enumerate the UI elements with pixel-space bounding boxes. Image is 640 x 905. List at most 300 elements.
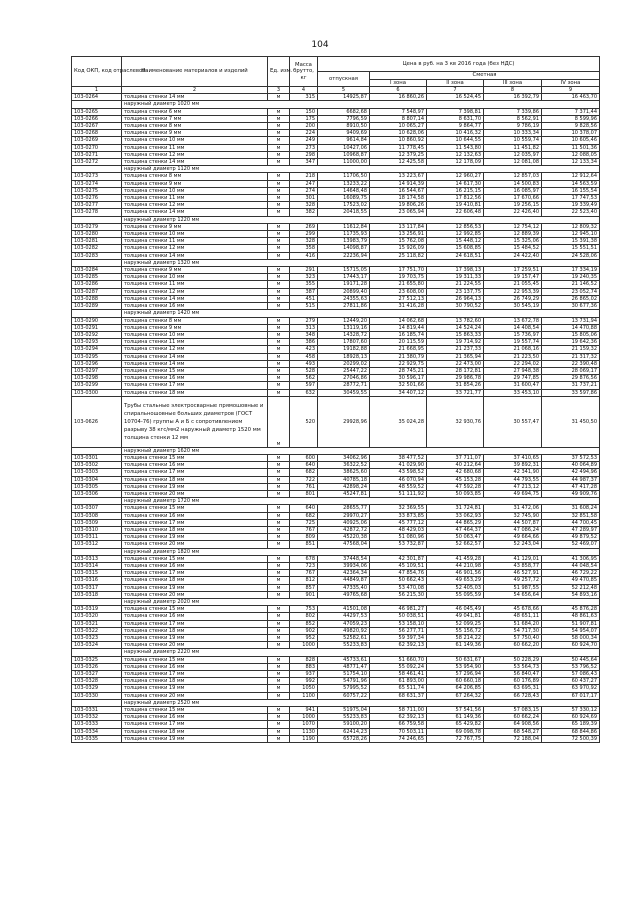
- price-zone-2: 69 098,78: [427, 728, 484, 735]
- item-code: 103-0299: [72, 382, 122, 389]
- table-row: [72, 469, 600, 476]
- item-name: толщина стенки 14 мм: [122, 353, 268, 360]
- price-zone-4: 9 828,56: [542, 123, 600, 130]
- price-release: 15715,05: [318, 267, 370, 274]
- price-zone-3: 8 562,91: [484, 115, 542, 122]
- item-code: 103-0294: [72, 346, 122, 353]
- price-zone-3: 33 453,10: [484, 389, 542, 396]
- table-row: [72, 245, 600, 252]
- price-zone-2: 15 448,12: [427, 238, 484, 245]
- price-release: 29970,27: [318, 512, 370, 519]
- price-zone-3: 16 085,97: [484, 187, 542, 194]
- item-mass: 767: [290, 570, 318, 577]
- price-zone-2: 10 644,55: [427, 137, 484, 144]
- price-release: 37448,54: [318, 555, 370, 562]
- price-release: 27046,86: [318, 375, 370, 382]
- item-unit: м: [268, 735, 290, 742]
- col-num: 5: [318, 87, 370, 94]
- item-code: 103-0290: [72, 317, 122, 324]
- price-release: 19171,28: [318, 281, 370, 288]
- empty-cell: [72, 259, 122, 266]
- price-release: 55233,83: [318, 714, 370, 721]
- item-unit: м: [268, 367, 290, 374]
- price-zone-2: 55 156,72: [427, 627, 484, 634]
- table-row: [72, 295, 600, 302]
- item-code: 103-0329: [72, 685, 122, 692]
- price-zone-1: 25 118,82: [370, 252, 427, 259]
- price-zone-3: 10 559,74: [484, 137, 542, 144]
- price-zone-2: 50 063,47: [427, 534, 484, 541]
- table-row: [72, 685, 600, 692]
- price-zone-3: 26 749,29: [484, 295, 542, 302]
- price-zone-3: 22 953,39: [484, 288, 542, 295]
- item-mass: 1130: [290, 728, 318, 735]
- price-zone-3: 57 083,15: [484, 707, 542, 714]
- price-zone-3: 49 664,66: [484, 534, 542, 541]
- price-zone-2: 45 153,28: [427, 476, 484, 483]
- item-code: 103-0275: [72, 187, 122, 194]
- price-release: 45220,38: [318, 534, 370, 541]
- price-zone-2: 24 618,51: [427, 252, 484, 259]
- price-zone-3: 39 892,31: [484, 462, 542, 469]
- item-name: толщина стенки 10 мм: [122, 231, 268, 238]
- price-release: 17523,02: [318, 202, 370, 209]
- item-unit: м: [268, 274, 290, 281]
- section-label: наружный диаметр 2520 мм: [122, 699, 600, 706]
- item-mass: 902: [290, 627, 318, 634]
- price-zone-2: 52 099,25: [427, 620, 484, 627]
- table-row: [72, 130, 600, 137]
- price-zone-3: 66 728,43: [484, 692, 542, 699]
- item-unit: м: [268, 663, 290, 670]
- table-row: [72, 642, 600, 649]
- item-unit: м: [268, 375, 290, 382]
- price-zone-1: 13 223,67: [370, 173, 427, 180]
- item-code: 103-0289: [72, 303, 122, 310]
- item-mass: 382: [290, 209, 318, 216]
- empty-cell: [72, 498, 122, 505]
- price-release: 60757,22: [318, 692, 370, 699]
- price-release: 14098,87: [318, 245, 370, 252]
- item-unit: м: [268, 692, 290, 699]
- item-mass: 851: [290, 541, 318, 548]
- item-code: 103-0291: [72, 324, 122, 331]
- item-unit: м: [268, 483, 290, 490]
- empty-cell: [72, 166, 122, 173]
- item-code: 103-0272: [72, 159, 122, 166]
- item-mass: 852: [290, 620, 318, 627]
- price-zone-4: 21 159,32: [542, 346, 600, 353]
- price-zone-3: 51 987,55: [484, 584, 542, 591]
- item-name: толщина стенки 19 мм: [122, 534, 268, 541]
- price-zone-4: 28 069,17: [542, 367, 600, 374]
- item-mass: 883: [290, 663, 318, 670]
- table-row: [72, 656, 600, 663]
- price-zone-3: 72 188,04: [484, 735, 542, 742]
- price-zone-3: 49 694,75: [484, 490, 542, 497]
- price-zone-4: 15 551,51: [542, 245, 600, 252]
- item-name: толщина стенки 20 мм: [122, 490, 268, 497]
- price-zone-3: 10 333,34: [484, 130, 542, 137]
- price-release: 39934,06: [318, 562, 370, 569]
- price-zone-4: 54 893,16: [542, 591, 600, 598]
- item-code: 103-0311: [72, 534, 122, 541]
- section-label: наружный диаметр 1120 мм: [122, 166, 600, 173]
- price-zone-2: 12 992,85: [427, 231, 484, 238]
- price-zone-4: 10 605,46: [542, 137, 600, 144]
- table-row: [72, 238, 600, 245]
- price-zone-3: 31 600,47: [484, 382, 542, 389]
- table-row: [72, 570, 600, 577]
- item-name: толщина стенки 15 мм: [122, 656, 268, 663]
- price-zone-1: 70 503,11: [370, 728, 427, 735]
- price-zone-1: 32 369,55: [370, 505, 427, 512]
- price-zone-2: 67 264,32: [427, 692, 484, 699]
- item-unit: м: [268, 490, 290, 497]
- price-zone-2: 60 660,18: [427, 678, 484, 685]
- price-zone-4: 72 500,39: [542, 735, 600, 742]
- price-zone-3: 22 294,02: [484, 360, 542, 367]
- item-name: толщина стенки 14 мм: [122, 94, 268, 101]
- price-zone-3: 19 256,15: [484, 202, 542, 209]
- item-unit: м: [268, 346, 290, 353]
- price-zone-2: 46 045,49: [427, 606, 484, 613]
- item-unit: м: [268, 331, 290, 338]
- price-zone-3: 44 793,55: [484, 476, 542, 483]
- item-code: 103-0286: [72, 281, 122, 288]
- table-row: [72, 613, 600, 620]
- item-unit: м: [268, 627, 290, 634]
- price-zone-4: 54 954,07: [542, 627, 600, 634]
- item-name: толщина стенки 8 мм: [122, 317, 268, 324]
- price-zone-3: 48 651,11: [484, 613, 542, 620]
- price-zone-2: 8 631,70: [427, 115, 484, 122]
- item-mass: 218: [290, 173, 318, 180]
- item-name: толщина стенки 17 мм: [122, 620, 268, 627]
- item-unit: м: [268, 685, 290, 692]
- item-name: толщина стенки 16 мм: [122, 512, 268, 519]
- item-name: толщина стенки 9 мм: [122, 130, 268, 137]
- price-release: 14648,48: [318, 187, 370, 194]
- item-mass: 1070: [290, 721, 318, 728]
- price-zone-1: 41 029,90: [370, 462, 427, 469]
- item-code: 103-0270: [72, 144, 122, 151]
- item-mass: 1190: [290, 735, 318, 742]
- table-row: [72, 671, 600, 678]
- price-release: 42364,34: [318, 570, 370, 577]
- empty-cell: [72, 649, 122, 656]
- section-row: [72, 447, 600, 454]
- price-zone-4: 14 563,59: [542, 180, 600, 187]
- item-code: 103-0282: [72, 245, 122, 252]
- item-unit: м: [268, 562, 290, 569]
- price-zone-4: 60 924,69: [542, 714, 600, 721]
- item-code: 103-0330: [72, 692, 122, 699]
- item-unit: м: [268, 252, 290, 259]
- price-zone-1: 51 080,96: [370, 534, 427, 541]
- price-release: 34062,96: [318, 454, 370, 461]
- price-zone-2: 40 212,64: [427, 462, 484, 469]
- item-name: толщина стенки 16 мм: [122, 613, 268, 620]
- price-zone-3: 51 684,20: [484, 620, 542, 627]
- price-zone-3: 43 858,77: [484, 562, 542, 569]
- section-row: [72, 699, 600, 706]
- header-name: Наименование материалов и изделий: [122, 57, 268, 87]
- item-unit: м: [268, 245, 290, 252]
- price-zone-3: 46 527,91: [484, 570, 542, 577]
- item-name: толщина стенки 12 мм: [122, 346, 268, 353]
- item-mass: 678: [290, 555, 318, 562]
- item-unit: м: [268, 353, 290, 360]
- price-zone-2: 21 237,33: [427, 346, 484, 353]
- item-mass: 901: [290, 591, 318, 598]
- item-name: толщина стенки 15 мм: [122, 454, 268, 461]
- price-zone-3: 15 736,97: [484, 331, 542, 338]
- item-mass: 249: [290, 137, 318, 144]
- item-name: толщина стенки 16 мм: [122, 375, 268, 382]
- item-name: толщина стенки 18 мм: [122, 678, 268, 685]
- item-mass: 632: [290, 389, 318, 396]
- price-zone-2: 17 812,56: [427, 195, 484, 202]
- price-zone-4: 12 945,10: [542, 231, 600, 238]
- price-zone-1: 21 655,80: [370, 281, 427, 288]
- section-row: [72, 216, 600, 223]
- item-code: 103-0331: [72, 707, 122, 714]
- price-zone-4: 53 796,52: [542, 663, 600, 670]
- price-release: 49820,92: [318, 627, 370, 634]
- item-unit: м: [268, 519, 290, 526]
- price-zone-3: 29 747,85: [484, 375, 542, 382]
- price-zone-1: 48 559,52: [370, 483, 427, 490]
- item-unit: м: [268, 187, 290, 194]
- section-row: [72, 259, 600, 266]
- item-mass: 313: [290, 324, 318, 331]
- price-zone-3: 45 678,66: [484, 606, 542, 613]
- item-mass: 520: [290, 396, 318, 447]
- section-label: наружный диаметр 1420 мм: [122, 310, 600, 317]
- price-zone-1: 14 914,39: [370, 180, 427, 187]
- price-zone-2: 61 149,36: [427, 714, 484, 721]
- price-zone-3: 57 750,40: [484, 635, 542, 642]
- item-mass: 812: [290, 577, 318, 584]
- col-num: 1: [72, 87, 122, 94]
- table-row: [72, 123, 600, 130]
- item-code: 103-0271: [72, 151, 122, 158]
- price-zone-1: 68 631,37: [370, 692, 427, 699]
- table-row: [72, 108, 600, 115]
- table-row: [72, 339, 600, 346]
- item-name: толщина стенки 20 мм: [122, 541, 268, 548]
- table-row: [72, 483, 600, 490]
- item-name: толщина стенки 16 мм: [122, 663, 268, 670]
- table-row: [72, 382, 600, 389]
- item-name: толщина стенки 20 мм: [122, 591, 268, 598]
- table-row: [72, 360, 600, 367]
- item-unit: м: [268, 288, 290, 295]
- price-zone-2: 21 224,55: [427, 281, 484, 288]
- price-zone-1: 56 215,30: [370, 591, 427, 598]
- price-zone-3: 41 129,01: [484, 555, 542, 562]
- item-unit: м: [268, 339, 290, 346]
- item-mass: 801: [290, 490, 318, 497]
- price-release: 11612,84: [318, 223, 370, 230]
- item-unit: м: [268, 721, 290, 728]
- item-unit: м: [268, 151, 290, 158]
- column-number-row: [72, 87, 600, 94]
- item-name: толщина стенки 12 мм: [122, 245, 268, 252]
- price-zone-2: 64 206,85: [427, 685, 484, 692]
- item-name: толщина стенки 10 мм: [122, 331, 268, 338]
- price-zone-1: 38 477,52: [370, 454, 427, 461]
- item-mass: 279: [290, 317, 318, 324]
- table-row: [72, 721, 600, 728]
- item-unit: м: [268, 534, 290, 541]
- price-zone-2: 55 095,59: [427, 591, 484, 598]
- item-mass: 723: [290, 562, 318, 569]
- header-code: Код ОКП, код отраслевой: [72, 57, 122, 87]
- item-unit: м: [268, 526, 290, 533]
- item-mass: 515: [290, 303, 318, 310]
- empty-cell: [72, 447, 122, 454]
- table-row: [72, 94, 600, 101]
- table-row: [72, 346, 600, 353]
- item-unit: м: [268, 231, 290, 238]
- price-zone-2: 19 714,92: [427, 339, 484, 346]
- item-mass: 273: [290, 144, 318, 151]
- price-zone-1: 34 407,12: [370, 389, 427, 396]
- price-zone-2: 33 062,93: [427, 512, 484, 519]
- item-name: толщина стенки 15 мм: [122, 555, 268, 562]
- price-zone-4: 44 987,37: [542, 476, 600, 483]
- price-zone-1: 10 860,92: [370, 137, 427, 144]
- item-code: 103-0298: [72, 375, 122, 382]
- col-num: 9: [542, 87, 600, 94]
- item-unit: м: [268, 606, 290, 613]
- price-release: 45733,61: [318, 656, 370, 663]
- item-code: 103-0297: [72, 367, 122, 374]
- price-zone-1: 11 778,45: [370, 144, 427, 151]
- item-name: толщина стенки 19 мм: [122, 483, 268, 490]
- item-code: 103-0293: [72, 339, 122, 346]
- item-mass: 291: [290, 267, 318, 274]
- price-zone-1: 31 416,28: [370, 303, 427, 310]
- price-zone-1: 53 470,08: [370, 584, 427, 591]
- item-code: 103-0300: [72, 389, 122, 396]
- price-zone-2: 14 524,24: [427, 324, 484, 331]
- item-unit: м: [268, 94, 290, 101]
- price-release: 30459,55: [318, 389, 370, 396]
- item-name: толщина стенки 18 мм: [122, 728, 268, 735]
- table-row: [72, 195, 600, 202]
- price-release: 20899,40: [318, 288, 370, 295]
- item-name: толщина стенки 11 мм: [122, 281, 268, 288]
- item-unit: м: [268, 642, 290, 649]
- section-row: [72, 498, 600, 505]
- item-name: толщина стенки 15 мм: [122, 707, 268, 714]
- item-unit: м: [268, 303, 290, 310]
- item-mass: 298: [290, 151, 318, 158]
- price-zone-1: 66 759,58: [370, 721, 427, 728]
- price-zone-2: 17 398,13: [427, 267, 484, 274]
- item-code: 103-0307: [72, 505, 122, 512]
- item-unit: м: [268, 505, 290, 512]
- price-zone-1: 27 512,13: [370, 295, 427, 302]
- item-mass: 640: [290, 462, 318, 469]
- price-release: 14328,72: [318, 331, 370, 338]
- item-name: толщина стенки 11 мм: [122, 195, 268, 202]
- table-row: [72, 231, 600, 238]
- price-zone-4: 68 844,86: [542, 728, 600, 735]
- price-zone-2: 31 724,81: [427, 505, 484, 512]
- item-name: толщина стенки 9 мм: [122, 180, 268, 187]
- price-zone-2: 30 790,52: [427, 303, 484, 310]
- item-name: толщина стенки 16 мм: [122, 303, 268, 310]
- item-mass: 175: [290, 115, 318, 122]
- price-release: 19182,88: [318, 346, 370, 353]
- price-zone-2: 22 606,48: [427, 209, 484, 216]
- price-release: 65728,26: [318, 735, 370, 742]
- table-row: [72, 267, 600, 274]
- price-zone-1: 42 301,87: [370, 555, 427, 562]
- price-zone-4: 12 809,32: [542, 223, 600, 230]
- item-code: 103-0283: [72, 252, 122, 259]
- price-zone-4: 33 597,86: [542, 389, 600, 396]
- col-num: 2: [122, 87, 268, 94]
- table-row: [72, 367, 600, 374]
- section-label: наружный диаметр 2220 мм: [122, 649, 600, 656]
- item-name: толщина стенки 8 мм: [122, 123, 268, 130]
- price-release: 38625,60: [318, 469, 370, 476]
- price-zone-3: 44 507,87: [484, 519, 542, 526]
- price-zone-2: 58 214,22: [427, 635, 484, 642]
- table-row: [72, 115, 600, 122]
- item-code: 103-0277: [72, 202, 122, 209]
- item-code: 103-0626: [72, 396, 122, 447]
- item-mass: 423: [290, 346, 318, 353]
- price-release: 24355,63: [318, 295, 370, 302]
- price-zone-2: 53 954,90: [427, 663, 484, 670]
- item-name: толщина стенки 14 мм: [122, 252, 268, 259]
- table-row: [72, 331, 600, 338]
- item-code: 103-0321: [72, 620, 122, 627]
- table-row: [72, 252, 600, 259]
- table-row: [72, 620, 600, 627]
- item-code: 103-0319: [72, 606, 122, 613]
- item-unit: м: [268, 469, 290, 476]
- col-num: 7: [427, 87, 484, 94]
- price-zone-1: 15 762,08: [370, 238, 427, 245]
- table-row: [72, 526, 600, 533]
- item-code: 103-0328: [72, 678, 122, 685]
- item-name: толщина стенки 19 мм: [122, 635, 268, 642]
- price-zone-1: 33 873,85: [370, 512, 427, 519]
- price-zone-4: 21 146,52: [542, 281, 600, 288]
- item-unit: м: [268, 454, 290, 461]
- item-name: толщина стенки 18 мм: [122, 577, 268, 584]
- empty-cell: [72, 101, 122, 108]
- item-unit: м: [268, 671, 290, 678]
- item-name: толщина стенки 19 мм: [122, 584, 268, 591]
- item-unit: м: [268, 555, 290, 562]
- page-number: 104: [311, 40, 329, 50]
- price-zone-4: 63 970,92: [542, 685, 600, 692]
- price-zone-1: 55 092,24: [370, 663, 427, 670]
- item-name: толщина стенки 15 мм: [122, 367, 268, 374]
- header-release: отпускная: [318, 72, 370, 87]
- item-mass: 328: [290, 202, 318, 209]
- price-zone-2: 10 416,32: [427, 130, 484, 137]
- price-zone-4: 15 805,06: [542, 331, 600, 338]
